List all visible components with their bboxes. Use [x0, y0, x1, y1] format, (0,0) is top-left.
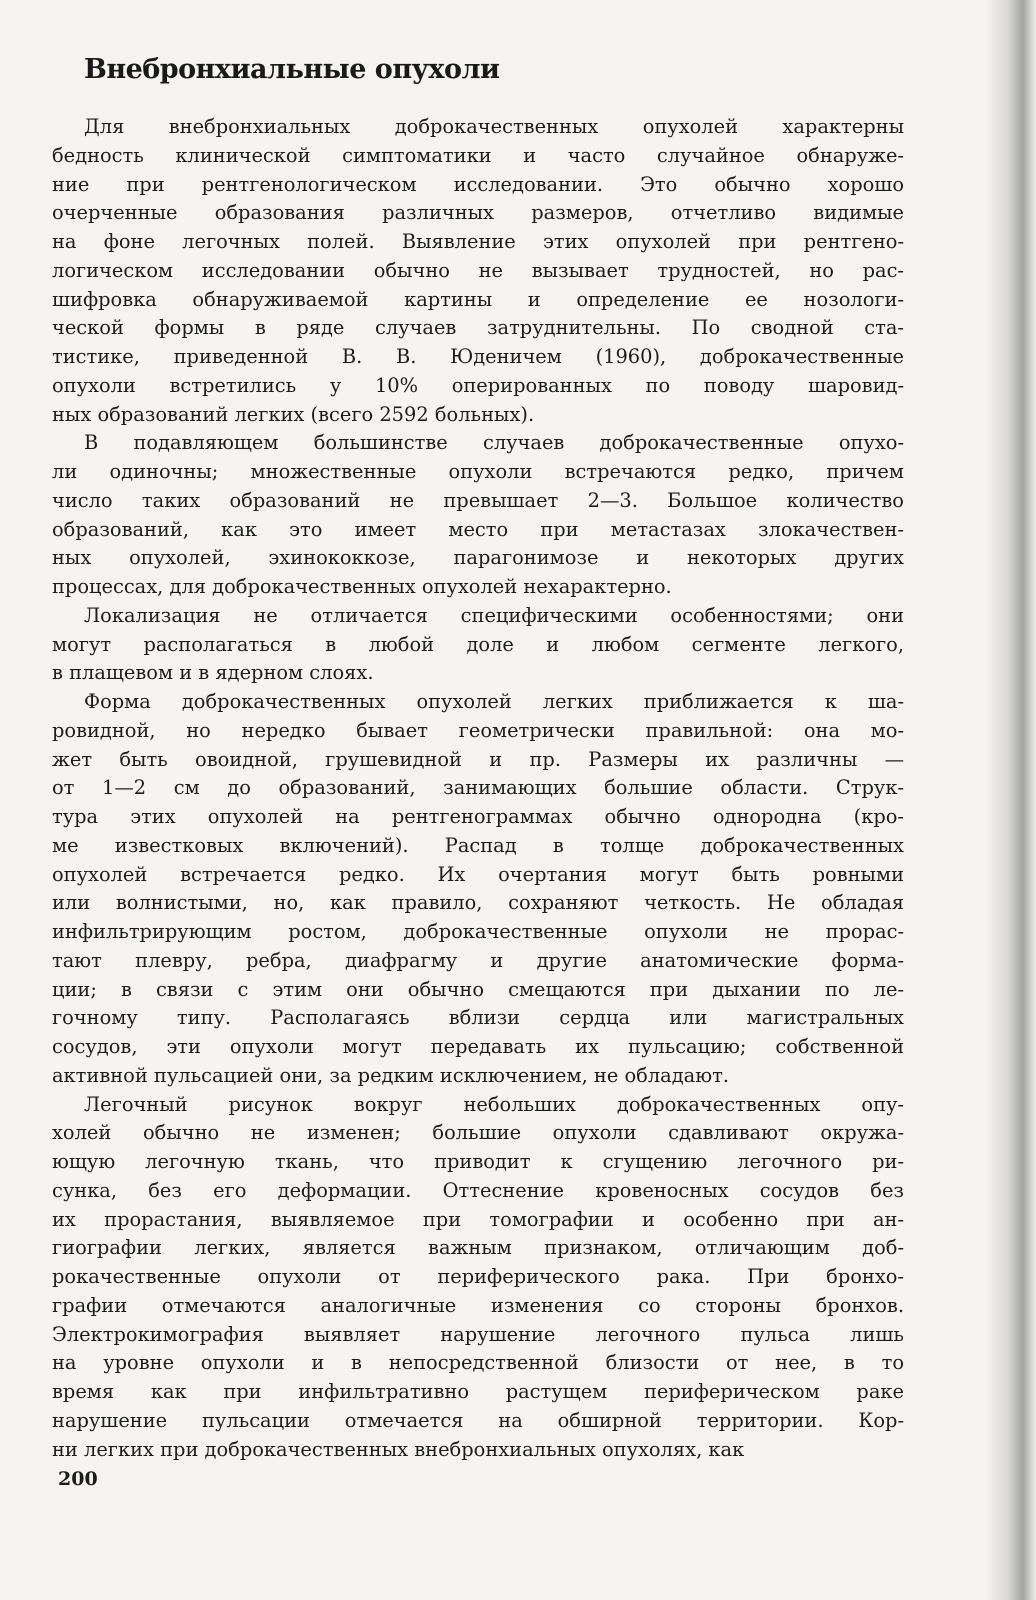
paragraph-1-line: опухоли встретились у 10% оперированных по поводу шаровид-	[52, 373, 904, 397]
book-spine-shadow	[984, 0, 1036, 1600]
paragraph-3-line: в плащевом и в ядерном слоях.	[52, 661, 374, 685]
paragraph-4-line: тают плевру, ребра, диафрагму и другие анатомические форма-	[52, 948, 904, 972]
paragraph-5-line: ни легких при доброкачественных внебронхиальных опухолях, как	[52, 1437, 745, 1461]
paragraph-4-line: сосудов, эти опухоли могут передавать их пульсацию; собственной	[52, 1035, 904, 1058]
paragraph-2-line: В подавляющем большинстве случаев доброкачественные опухо-	[84, 431, 904, 455]
paragraph-1-line: логическом исследовании обычно не вызывает трудностей, но рас-	[52, 258, 904, 282]
paragraph-4-line: активной пульсацией они, за редким исключением, не обладают.	[52, 1063, 729, 1087]
paragraph-5-line: на уровне опухоли и в непосредственной близости от нее, в то	[52, 1351, 904, 1375]
paragraph-2-line: число таких образований не превышает 2—3. Большое количество	[52, 488, 904, 512]
paragraph-1-line: тистике, приведенной В. В. Юденичем (1960), доброкачественные	[52, 345, 904, 368]
paragraph-1-line: шифровка обнаруживаемой картины и определение ее нозологи-	[52, 287, 904, 311]
paragraph-5-line: холей обычно не изменен; большие опухоли сдавливают окружа-	[52, 1121, 904, 1145]
section-heading: Внебронхиальные опухоли	[84, 54, 500, 85]
paragraph-5-line: ющую легочную ткань, что приводит к сгущению легочного ри-	[52, 1150, 904, 1173]
paragraph-1-line: ческой формы в ряде случаев затруднительны. По сводной ста-	[52, 316, 904, 340]
paragraph-4-line: жет быть овоидной, грушевидной и пр. Размеры их различны —	[52, 747, 904, 771]
paragraph-5-line: их прорастания, выявляемое при томографии и особенно при ан-	[52, 1207, 904, 1231]
paragraph-2-line: ли одиночны; множественные опухоли встречаются редко, причем	[52, 460, 904, 483]
paragraph-4-line: от 1—2 см до образований, занимающих большие области. Струк-	[52, 776, 904, 800]
paragraph-3-line: Локализация не отличается специфическими особенностями; они	[84, 603, 904, 627]
paragraph-4-line: ме известковых включений). Распад в толще доброкачественных	[52, 833, 904, 857]
paragraph-2-line: ных опухолей, эхинококкозе, парагонимозе и некоторых других	[52, 546, 904, 570]
paragraph-4-line: ровидной, но нередко бывает геометрически правильной: она мо-	[52, 718, 904, 742]
paragraph-2-line: образований, как это имеет место при метастазах злокачествен-	[52, 517, 904, 541]
paragraph-1-line: очерченные образования различных размеров, отчетливо видимые	[52, 201, 904, 225]
paragraph-1-line: Для внебронхиальных доброкачественных опухолей характерны	[84, 115, 904, 138]
paragraph-4-line: Форма доброкачественных опухолей легких приближается к ша-	[84, 690, 904, 713]
paragraph-4-line: или волнистыми, но, как правило, сохраняют четкость. Не обладая	[52, 891, 904, 915]
paragraph-1-line: ние при рентгенологическом исследовании. Это обычно хорошо	[52, 172, 904, 196]
paragraph-5-line: нарушение пульсации отмечается на обширной территории. Кор-	[52, 1408, 904, 1432]
paragraph-4-line: ции; в связи с этим они обычно смещаются при дыхании по ле-	[52, 977, 904, 1001]
paragraph-1-line: на фоне легочных полей. Выявление этих опухолей при рентгено-	[52, 230, 904, 253]
paragraph-5-line: время как при инфильтративно растущем периферическом раке	[52, 1380, 904, 1403]
paragraph-5-line: графии отмечаются аналогичные изменения со стороны бронхов.	[52, 1293, 904, 1317]
page-number: 200	[58, 1468, 98, 1490]
body-text	[52, 113, 904, 1464]
paragraph-4-line: инфильтрирующим ростом, доброкачественные опухоли не прорас-	[52, 920, 904, 943]
paragraph-4-line: гочному типу. Располагаясь вблизи сердца или магистральных	[52, 1006, 904, 1030]
paragraph-3-line: могут располагаться в любой доле и любом сегменте легкого,	[52, 632, 904, 656]
paragraph-4-line: тура этих опухолей на рентгенограммах обычно однородна (кро-	[52, 805, 904, 828]
paragraph-1-line: ных образований легких (всего 2592 больных).	[52, 402, 535, 426]
paragraph-4-line: опухолей встречается редко. Их очертания могут быть ровными	[52, 862, 904, 886]
paragraph-2-line: процессах, для доброкачественных опухолей нехарактерно.	[52, 575, 672, 598]
paragraph-5-line: рокачественные опухоли от периферического рака. При бронхо-	[52, 1265, 904, 1288]
paragraph-5-line: сунка, без его деформации. Оттеснение кровеносных сосудов без	[52, 1178, 904, 1202]
paragraph-5-line: Легочный рисунок вокруг небольших доброкачественных опу-	[84, 1092, 904, 1116]
paragraph-5-line: Электрокимография выявляет нарушение легочного пульса лишь	[52, 1322, 904, 1346]
paragraph-5-line: гиографии легких, является важным признаком, отличающим доб-	[52, 1236, 904, 1260]
paragraph-1-line: бедность клинической симптоматики и часто случайное обнаруже-	[52, 143, 904, 167]
